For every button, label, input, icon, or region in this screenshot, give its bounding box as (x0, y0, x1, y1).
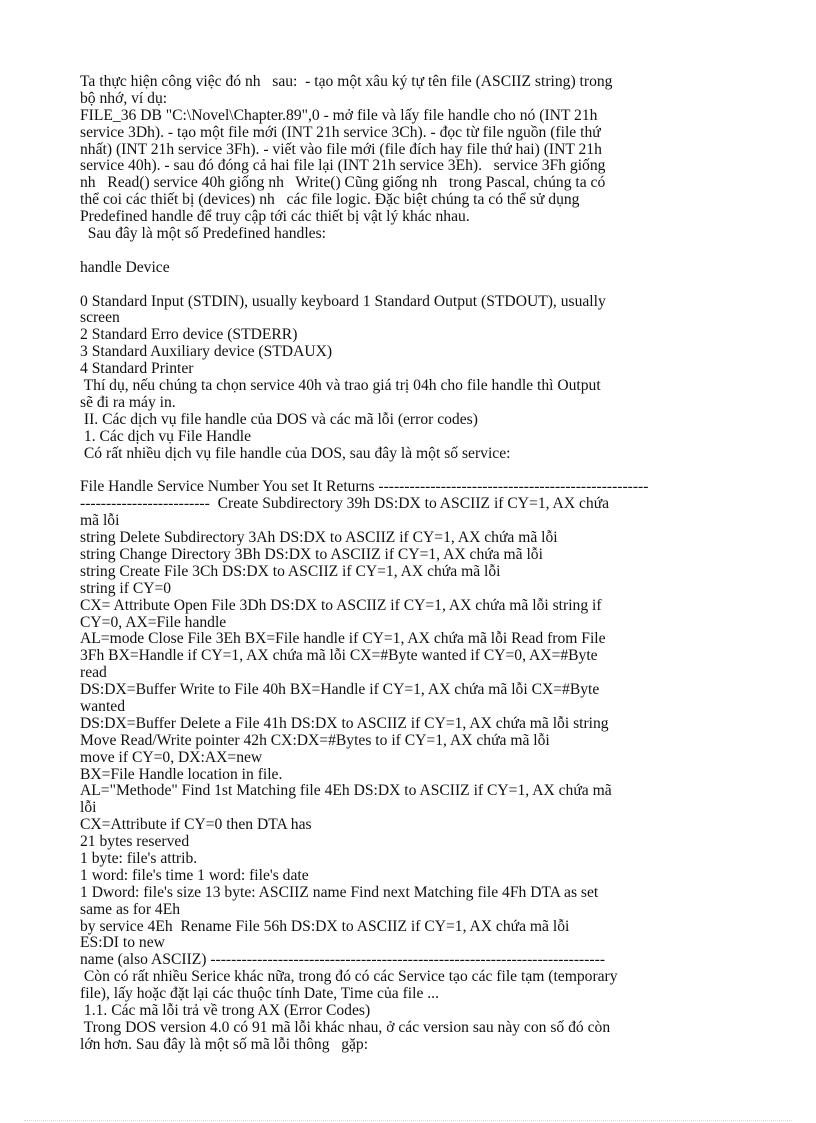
text-line: Predefined handle để truy cập tới các thiết bị vật lý khác nhau. (80, 208, 470, 226)
text-line: 3 Standard Auxiliary device (STDAUX) (80, 343, 333, 361)
text-line: 1 word: file's time 1 word: file's date (80, 866, 309, 884)
text-line: service 3Dh). - tạo một file mới (INT 21h service 3Ch). - đọc từ file nguồn (file thứ (80, 123, 601, 141)
page-bottom-divider (24, 1120, 792, 1121)
text-line: 3Fh BX=Handle if CY=1, AX chứa mã lỗi CX=#Byte wanted if CY=0, AX=#Byte (80, 647, 598, 665)
text-line: 1.1. Các mã lỗi trả về trong AX (Error Codes) (80, 1001, 371, 1019)
text-line: read (80, 664, 107, 682)
text-line: 4 Standard Printer (80, 360, 194, 378)
text-line: Trong DOS version 4.0 có 91 mã lỗi khác nhau, ở các version sau này con số đó còn (80, 1018, 611, 1036)
text-line: string if CY=0 (80, 579, 172, 597)
text-line: DS:DX=Buffer Write to File 40h BX=Handle if CY=1, AX chứa mã lỗi CX=#Byte (80, 681, 600, 699)
text-line: string Change Directory 3Bh DS:DX to ASCIIZ if CY=1, AX chứa mã lỗi (80, 545, 543, 563)
text-line: 1 Dword: file's size 13 byte: ASCIIZ name Find next Matching file 4Fh DTA as set (80, 883, 599, 901)
text-line: 1 byte: file's attrib. (80, 849, 198, 867)
text-line: FILE_36 DB "C:\Novel\Chapter.89",0 - mở file và lấy file handle cho nó (INT 21h (80, 106, 598, 124)
text-line: name (also ASCIIZ) ---------------------------------------------------------------------------- (80, 951, 606, 969)
text-line: service 40h). - sau đó đóng cả hai file lại (INT 21h service 3Eh). service 3Fh giống (80, 157, 606, 175)
text-line: Có rất nhiều dịch vụ file handle của DOS, sau đây là một số service: (80, 444, 511, 462)
text-line: BX=File Handle location in file. (80, 765, 283, 783)
text-line: ES:DI to new (80, 934, 165, 952)
text-line: lớn hơn. Sau đây là một số mã lỗi thông gặp: (80, 1035, 369, 1053)
text-line: Ta thực hiện công việc đó nh sau: - tạo một xâu ký tự tên file (ASCIIZ string) trong (80, 73, 613, 90)
text-line: sẽ đi ra máy in. (80, 393, 176, 411)
text-line: Move Read/Write pointer 42h CX:DX=#Bytes to if CY=1, AX chứa mã lỗi (80, 731, 550, 749)
text-line: 2 Standard Erro device (STDERR) (80, 326, 298, 344)
text-line: handle Device (80, 258, 170, 276)
text-line: CX= Attribute Open File 3Dh DS:DX to ASCIIZ if CY=1, AX chứa mã lỗi string if (80, 596, 602, 614)
text-line: nhất) (INT 21h service 3Fh). - viết vào file mới (file đích hay file thứ hai) (INT 21h (80, 140, 602, 158)
text-line: same as for 4Eh (80, 900, 181, 918)
text-line: screen (80, 309, 120, 327)
text-line: CY=0, AX=File handle (80, 613, 227, 631)
document-body (80, 74, 732, 1054)
text-line: AL=mode Close File 3Eh BX=File handle if CY=1, AX chứa mã lỗi Read from File (80, 630, 606, 648)
text-line: move if CY=0, DX:AX=new (80, 748, 263, 766)
text-line: bộ nhớ, ví dụ: (80, 89, 168, 107)
text-line: thể coi các thiết bị (devices) nh các file logic. Đặc biệt chúng ta có thể sử dụng (80, 191, 580, 209)
blank-line (80, 462, 732, 479)
text-line: by service 4Eh Rename File 56h DS:DX to ASCIIZ if CY=1, AX chứa mã lỗi (80, 917, 570, 935)
text-line: ------------------------- Create Subdirectory 39h DS:DX to ASCIIZ if CY=1, AX chứa (80, 495, 610, 513)
text-line: AL="Methode" Find 1st Matching file 4Eh DS:DX to ASCIIZ if CY=1, AX chứa mã (80, 782, 612, 800)
text-line: wanted (80, 697, 126, 715)
text-line: Thí dụ, nếu chúng ta chọn service 40h và trao giá trị 04h cho file handle thì Output (80, 377, 601, 395)
text-line: string Delete Subdirectory 3Ah DS:DX to ASCIIZ if CY=1, AX chứa mã lỗi (80, 529, 558, 547)
text-line: lỗi (80, 799, 97, 817)
text-line: mã lỗi (80, 512, 120, 530)
text-line: 1. Các dịch vụ File Handle (80, 427, 252, 445)
text-line: nh Read() service 40h giống nh Write() Cũng giống nh trong Pascal, chúng ta có (80, 174, 606, 192)
text-line: File Handle Service Number You set It Returns ---------------------------------------------------- (80, 478, 649, 496)
text-line: Còn có rất nhiều Serice khác nữa, trong đó có các Service tạo các file tạm (temporary (80, 968, 618, 986)
blank-line (80, 277, 732, 294)
text-line: Sau đây là một số Predefined handles: (80, 225, 326, 243)
text-line: 21 bytes reserved (80, 833, 190, 851)
text-line: file), lấy hoặc đặt lại các thuộc tính Date, Time của file ... (80, 985, 439, 1003)
blank-line (80, 243, 732, 260)
text-line: string Create File 3Ch DS:DX to ASCIIZ if CY=1, AX chứa mã lỗi (80, 562, 501, 580)
text-line: DS:DX=Buffer Delete a File 41h DS:DX to ASCIIZ if CY=1, AX chứa mã lỗi string (80, 714, 609, 732)
text-line: II. Các dịch vụ file handle của DOS và các mã lỗi (error codes) (80, 410, 478, 428)
text-line: 0 Standard Input (STDIN), usually keyboard 1 Standard Output (STDOUT), usually (80, 292, 606, 310)
text-line: CX=Attribute if CY=0 then DTA has (80, 816, 312, 834)
